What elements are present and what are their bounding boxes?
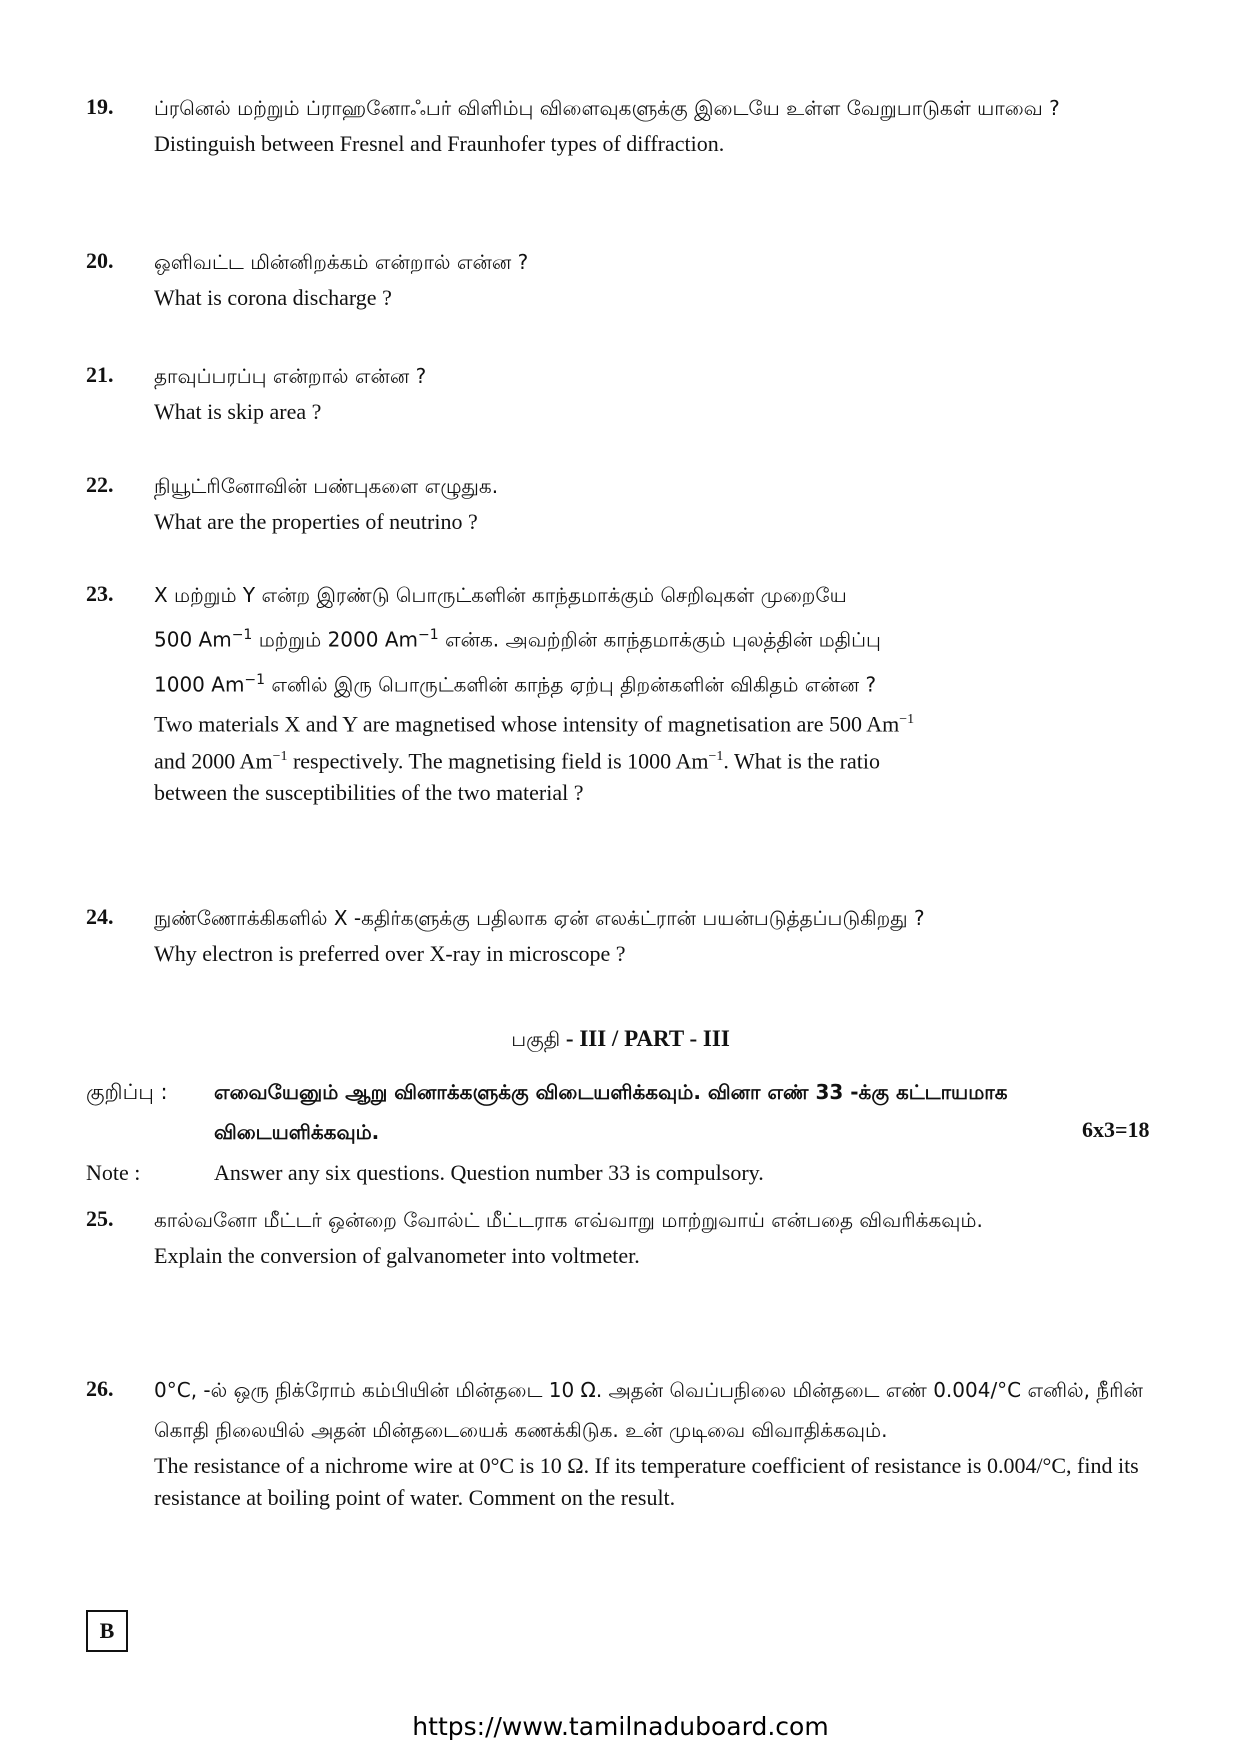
question-english-line: between the susceptibilities of the two material ? [154,779,584,805]
question-english: Distinguish between Fresnel and Fraunhofer types of diffraction. [154,131,725,156]
question-21 [86,356,1166,428]
question-english: What is skip area ? [154,399,322,424]
question-number: 24. [86,904,114,929]
question-24 [86,898,1166,970]
footer-url: https://www.tamilnaduboard.com [412,1712,829,1741]
question-tamil: 0°C, -ல் ஒரு நிக்ரோம் கம்பியின் மின்தடை 10 Ω. அதன் வெப்பநிலை மின்தடை எண் 0.004/°C எனில், நீரின் கொதி நிலையில் அதன் மின்தடையைக் கணக்கிடுக. உன் முடிவை விவாதிக்கவும். [154,1378,1143,1442]
question-number: 22. [86,472,114,497]
question-number: 25. [86,1206,114,1231]
question-english: Why electron is preferred over X-ray in microscope ? [154,941,626,966]
question-number: 23. [86,581,114,606]
note-tamil [86,1072,1186,1152]
question-english: What are the properties of neutrino ? [154,509,478,534]
question-tamil: கால்வனோ மீட்டர் ஒன்றை வோல்ட் மீட்டராக எவ்வாறு மாற்றுவாய் என்பதை விவரிக்கவும். [154,1208,983,1232]
question-tamil: தாவுப்பரப்பு என்றால் என்ன ? [154,364,427,388]
question-tamil-line: X மற்றும் Y என்ற இரண்டு பொருட்களின் காந்தமாக்கும் செறிவுகள் முறையே [154,583,847,607]
question-english: What is corona discharge ? [154,285,392,310]
question-22 [86,466,1166,538]
question-tamil-line: 1000 $Am^{-1}$ எனில் இரு பொருட்களின் காந்த ஏற்பு திறன்களின் விகிதம் என்ன ? [154,671,877,697]
question-19 [86,88,1166,160]
marks-allocation: 6x3=18 [1082,1117,1150,1142]
question-tamil-line: 500 $Am^{-1}$ மற்றும் 2000 $Am^{-1}$ என்க. அவற்றின் காந்தமாக்கும் புலத்தின் மதிப்பு [154,627,881,652]
question-english: The resistance of a nichrome wire at 0°C is 10 Ω. If its temperature coefficient of resistance is 0.004/°C, find its resistance at boiling point of water. Comment on the result. [154,1453,1139,1510]
question-number: 26. [86,1376,114,1401]
note-english-text: Answer any six questions. Question number 33 is compulsory. [214,1160,764,1185]
part-heading: பகுதி - III / PART - III [511,1026,730,1051]
note-english [86,1160,764,1186]
page-marker-box: B [86,1610,128,1652]
question-english-line: Two materials X and Y are magnetised whose intensity of magnetisation are 500 $Am^{-1}$ [154,711,915,737]
note-english-label: Note : [86,1160,141,1185]
question-25 [86,1200,1166,1272]
question-english-line: and 2000 $Am^{-1}$ respectively. The magnetising field is 1000 $Am^{-1}$. What is the ratio [154,747,880,773]
question-20 [86,242,1166,314]
question-number: 19. [86,94,114,119]
question-number: 21. [86,362,114,387]
note-tamil-label: குறிப்பு : [86,1080,168,1104]
question-english: Explain the conversion of galvanometer into voltmeter. [154,1243,640,1268]
question-number: 20. [86,248,114,273]
question-23 [86,575,1166,809]
question-tamil: நுண்ணோக்கிகளில் X -கதிர்களுக்கு பதிலாக ஏன் எலக்ட்ரான் பயன்படுத்தப்படுகிறது ? [154,906,925,930]
question-tamil: நியூட்ரினோவின் பண்புகளை எழுதுக. [154,474,499,498]
question-tamil: ஒளிவட்ட மின்னிறக்கம் என்றால் என்ன ? [154,250,529,274]
question-tamil: ப்ரனெல் மற்றும் ப்ராஹனோஃபர் விளிம்பு விளைவுகளுக்கு இடையே உள்ள வேறுபாடுகள் யாவை ? [154,96,1060,120]
note-tamil-text: எவையேனும் ஆறு வினாக்களுக்கு விடையளிக்கவும். வினா எண் 33 -க்கு கட்டாயமாக விடையளிக்கவும். [214,1080,1008,1144]
question-26 [86,1370,1166,1514]
